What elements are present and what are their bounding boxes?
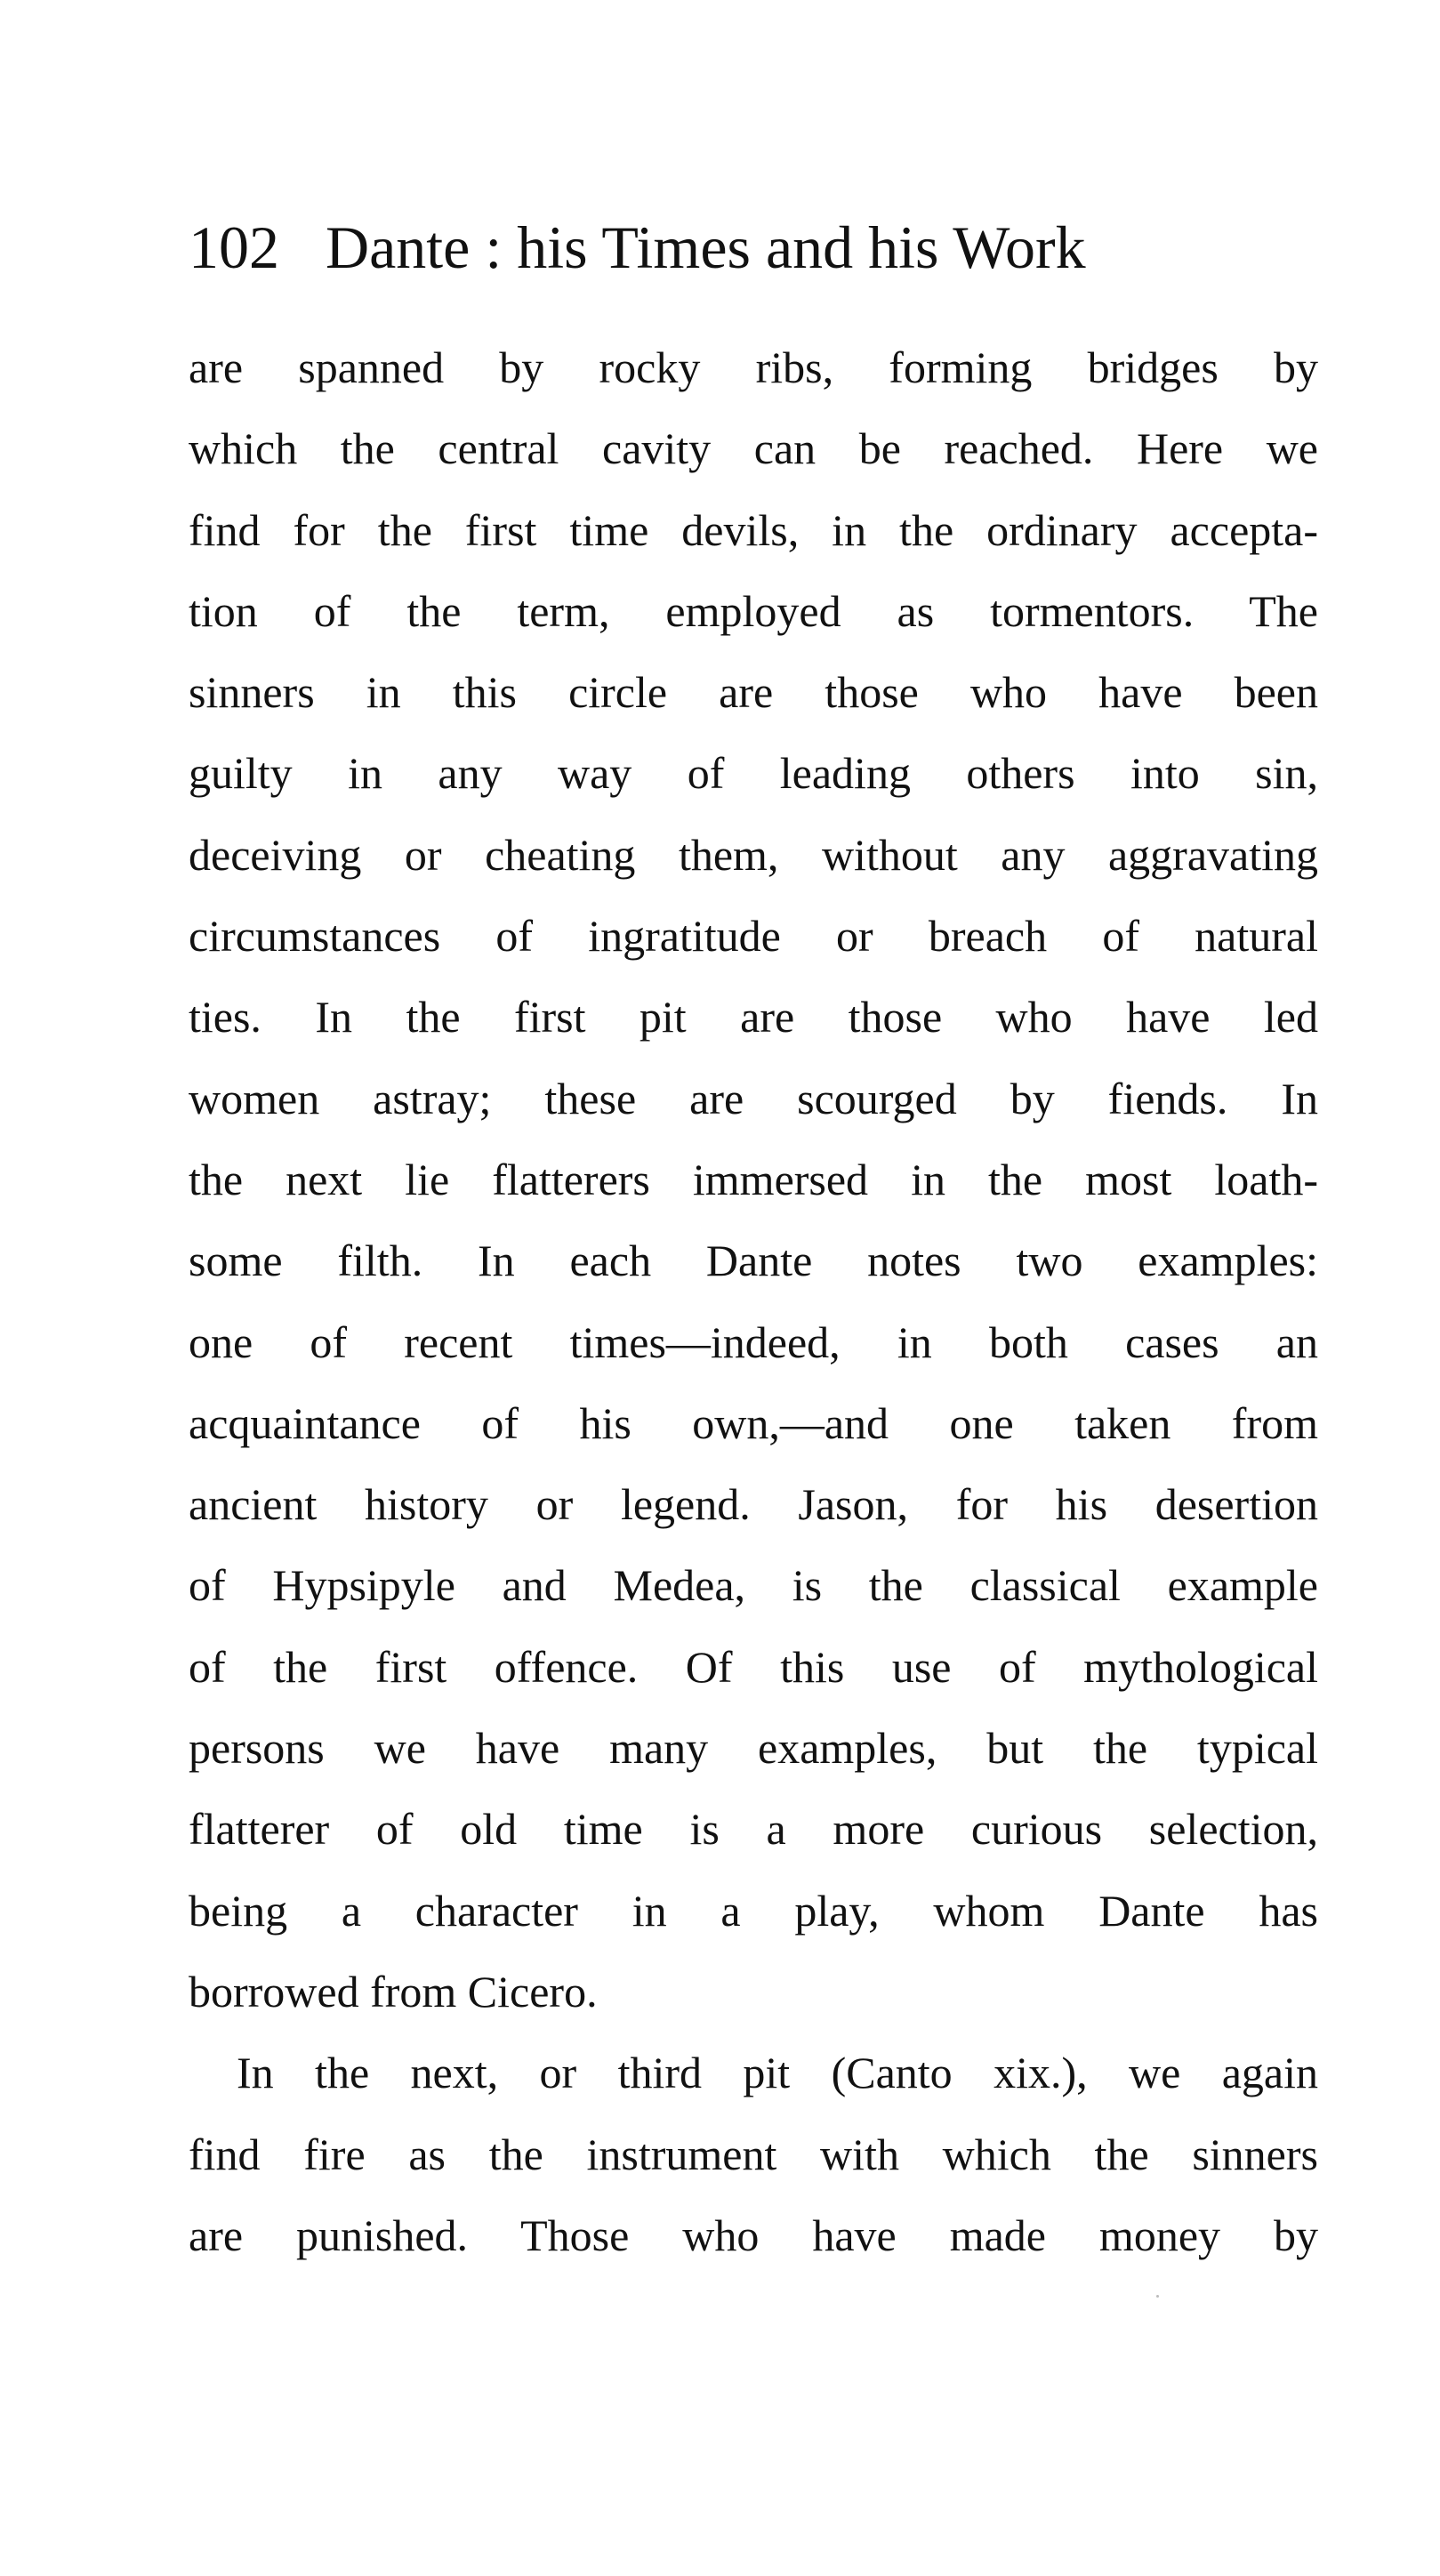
text-line: women astray; these are scourged by fiends. In <box>189 1073 1318 1123</box>
text-line: borrowed from Cicero. <box>189 1966 598 2017</box>
text-line: acquaintance of his own,—and one taken from <box>189 1397 1318 1448</box>
text-line: are punished. Those who have made money by <box>189 2210 1318 2260</box>
paper-speck <box>1156 2295 1159 2298</box>
body-text <box>189 327 1318 2276</box>
text-line: which the central cavity can be reached. Here we <box>189 423 1318 474</box>
text-line: In the next, or third pit (Canto xix.), we again <box>237 2048 1318 2098</box>
text-line: of the first offence. Of this use of mythological <box>189 1641 1318 1692</box>
text-line: ancient history or legend. Jason, for his desertion <box>189 1479 1318 1530</box>
text-line: are spanned by rocky ribs, forming bridges by <box>189 342 1318 392</box>
running-title: Dante : his Times and his Work <box>326 213 1086 281</box>
text-line: tion of the term, employed as tormentors. The <box>189 585 1318 636</box>
text-line: find for the first time devils, in the ordinary accepta- <box>189 504 1318 555</box>
text-line: sinners in this circle are those who have been <box>189 667 1318 718</box>
text-line: the next lie flatterers immersed in the most loath- <box>189 1154 1318 1204</box>
text-line: some filth. In each Dante notes two examples: <box>189 1236 1318 1286</box>
text-line: ties. In the first pit are those who have led <box>189 992 1318 1042</box>
text-line: flatterer of old time is a more curious selection, <box>189 1804 1318 1855</box>
text-line: deceiving or cheating them, without any aggravating <box>189 829 1318 880</box>
text-line: circumstances of ingratitude or breach of natural <box>189 911 1318 962</box>
text-line: persons we have many examples, but the typical <box>189 1723 1318 1774</box>
text-line: guilty in any way of leading others into sin, <box>189 748 1318 799</box>
running-head <box>189 203 1318 292</box>
paragraph <box>189 2033 1318 2276</box>
page-number: 102 <box>189 213 279 281</box>
text-line: find fire as the instrument with which the sinners <box>189 2129 1318 2179</box>
text-line: being a character in a play, whom Dante has <box>189 1885 1318 1936</box>
text-line: of Hypsipyle and Medea, is the classical example <box>189 1560 1318 1611</box>
paragraph <box>189 327 1318 2033</box>
text-line: one of recent times—indeed, in both cases an <box>189 1316 1318 1367</box>
